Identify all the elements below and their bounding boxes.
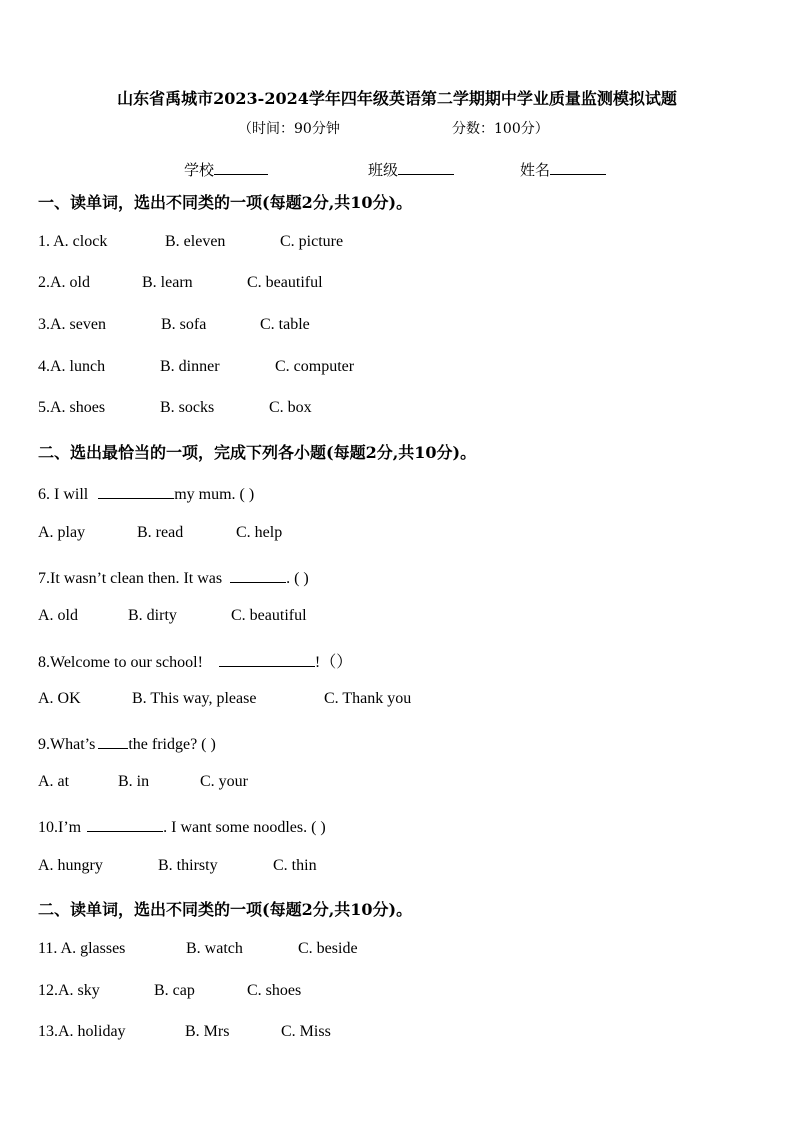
q11-option-c[interactable]: C. beside (298, 940, 358, 957)
section1-heading: 一、读单词，选出不同类的一项(每题2分,共10分)。 (38, 193, 413, 212)
q4-option-b[interactable]: B. dinner (160, 358, 220, 375)
q1-option-a[interactable]: 1. A. clock (38, 233, 108, 250)
q11-option-b[interactable]: B. watch (186, 940, 243, 957)
q6-option-b[interactable]: B. read (137, 524, 184, 541)
q2-option-a[interactable]: 2.A. old (38, 274, 90, 291)
q8-option-c[interactable]: C. Thank you (324, 690, 412, 707)
q6-text-end: my mum. ( ) (174, 486, 255, 503)
question-7 (38, 566, 309, 588)
q3-option-c[interactable]: C. table (260, 316, 310, 333)
question-10 (38, 815, 326, 837)
q6-blank[interactable] (98, 482, 174, 499)
q7-option-a[interactable]: A. old (38, 607, 78, 624)
name-blank[interactable] (550, 158, 606, 175)
class-label: 班级 (368, 161, 399, 179)
q9-blank[interactable] (98, 732, 128, 749)
q9-option-b[interactable]: B. in (118, 773, 150, 790)
q10-option-a[interactable]: A. hungry (38, 857, 103, 874)
q13-option-b[interactable]: B. Mrs (185, 1023, 230, 1040)
q10-text-start: 10.I’m (38, 819, 82, 836)
q7-blank[interactable] (230, 566, 286, 583)
exam-time: （时间：90分钟 (238, 121, 340, 137)
q2-option-c[interactable]: C. beautiful (247, 274, 323, 291)
q11-option-a[interactable]: 11. A. glasses (38, 940, 126, 957)
q8-option-a[interactable]: A. OK (38, 690, 81, 707)
q4-option-a[interactable]: 4.A. lunch (38, 358, 106, 375)
school-field (184, 158, 268, 180)
q13-option-a[interactable]: 13.A. holiday (38, 1023, 126, 1040)
class-blank[interactable] (398, 158, 454, 175)
section3-heading: 二、读单词，选出不同类的一项(每题2分,共10分)。 (38, 900, 413, 919)
q8-option-b[interactable]: B. This way, please (132, 690, 257, 707)
q7-option-c[interactable]: C. beautiful (231, 607, 307, 624)
school-blank[interactable] (214, 158, 268, 175)
q8-text-start: 8.Welcome to our school! (38, 654, 203, 671)
q6-option-c[interactable]: C. help (236, 524, 283, 541)
q10-option-c[interactable]: C. thin (273, 857, 317, 874)
q3-option-a[interactable]: 3.A. seven (38, 316, 106, 333)
section2-heading: 二、选出最恰当的一项，完成下列各小题(每题2分,共10分)。 (38, 443, 477, 462)
question-9 (38, 732, 216, 754)
q10-blank[interactable] (87, 815, 163, 832)
q4-option-c[interactable]: C. computer (275, 358, 355, 375)
question-6 (38, 482, 254, 504)
q6-option-a[interactable]: A. play (38, 524, 86, 541)
q13-option-c[interactable]: C. Miss (281, 1023, 331, 1040)
q9-text-end: the fridge? ( ) (128, 736, 216, 753)
school-label: 学校 (184, 161, 215, 179)
q5-option-a[interactable]: 5.A. shoes (38, 399, 106, 416)
q9-option-a[interactable]: A. at (38, 773, 70, 790)
q12-option-c[interactable]: C. shoes (247, 982, 302, 999)
name-label: 姓名 (520, 161, 551, 179)
q1-option-c[interactable]: C. picture (280, 233, 344, 250)
q10-text-end: . I want some noodles. ( ) (163, 819, 326, 836)
q1-option-b[interactable]: B. eleven (165, 233, 226, 250)
q3-option-b[interactable]: B. sofa (161, 316, 207, 333)
q9-option-c[interactable]: C. your (200, 773, 248, 790)
q5-option-c[interactable]: C. box (269, 399, 312, 416)
q7-option-b[interactable]: B. dirty (128, 607, 177, 624)
q7-text-end: . ( ) (286, 570, 309, 587)
question-8 (38, 649, 352, 672)
exam-title: 山东省禹城市2023-2024学年四年级英语第二学期期中学业质量监测模拟试题 (117, 89, 677, 108)
q9-text-start: 9.What’s (38, 736, 96, 753)
q12-option-a[interactable]: 12.A. sky (38, 982, 100, 999)
q6-text-start: 6. I will (38, 486, 89, 503)
q8-blank[interactable] (219, 650, 315, 667)
q5-option-b[interactable]: B. socks (160, 399, 215, 416)
class-field (368, 158, 454, 180)
q8-text-end: !（） (314, 654, 353, 671)
q2-option-b[interactable]: B. learn (142, 274, 193, 291)
exam-score: 分数：100分） (452, 121, 549, 137)
q12-option-b[interactable]: B. cap (154, 982, 195, 999)
q7-text-start: 7.It wasn’t clean then. It was (38, 570, 223, 587)
name-field (520, 158, 606, 180)
q10-option-b[interactable]: B. thirsty (158, 857, 218, 874)
